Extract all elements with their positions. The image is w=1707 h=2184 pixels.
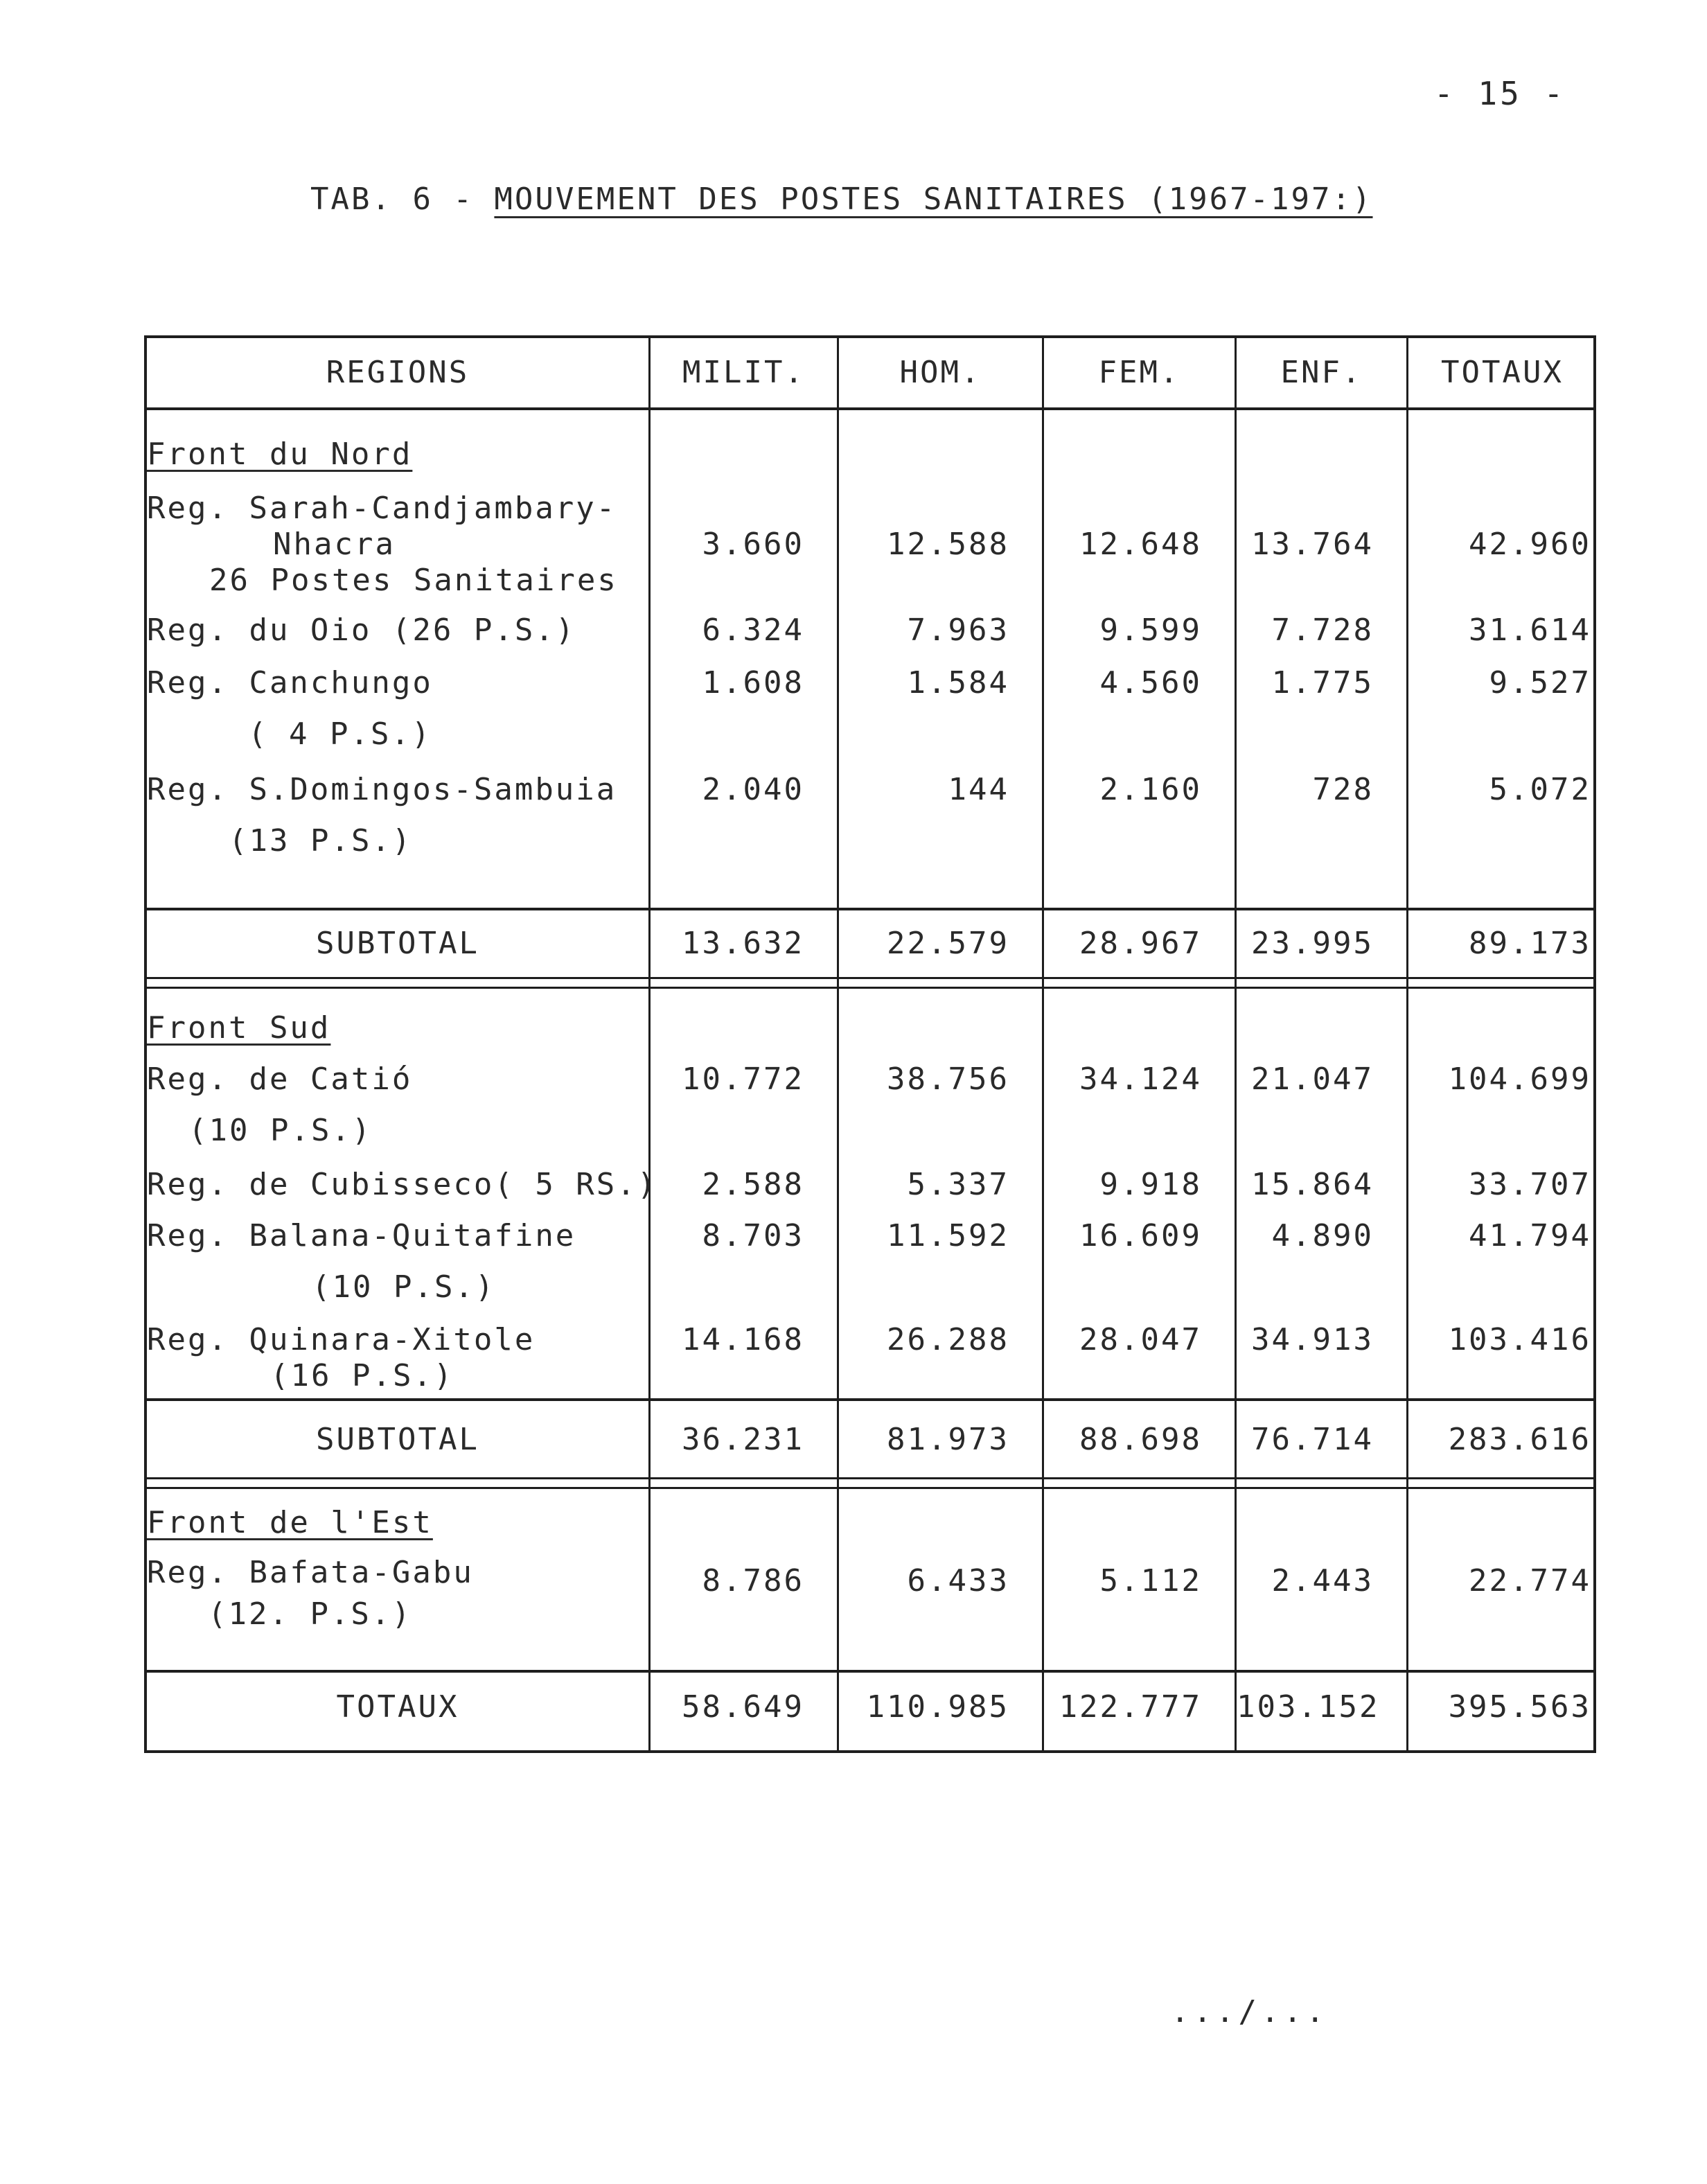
value-cell: 31.614	[1469, 613, 1591, 648]
header-fem: FEM.	[1098, 355, 1180, 390]
value-cell: 9.599	[1099, 613, 1202, 648]
subtotal-cell: 283.616	[1448, 1422, 1591, 1457]
header-hom: HOM.	[899, 355, 982, 390]
totals-cell: 110.985	[866, 1689, 1009, 1725]
value-cell: 728	[1312, 772, 1374, 807]
value-cell: 16.609	[1079, 1218, 1202, 1253]
value-cell: 104.699	[1448, 1062, 1591, 1097]
totals-rule	[147, 1670, 1593, 1673]
value-cell: 13.764	[1251, 527, 1374, 562]
region-label: Reg. du Oio (26 P.S.)	[147, 613, 576, 648]
value-cell: 6.324	[702, 613, 804, 648]
value-cell: 33.707	[1469, 1167, 1591, 1202]
front-name: Front Sud	[147, 1010, 331, 1046]
value-cell: 7.963	[907, 613, 1009, 648]
section-double-rule	[147, 977, 1593, 979]
region-label: Reg. de Cubisseco( 5 RS.)	[147, 1167, 658, 1202]
table-title	[310, 182, 1373, 217]
region-label: ( 4 P.S.)	[248, 716, 432, 752]
continuation-mark: .../...	[1171, 1994, 1329, 2029]
value-cell: 34.913	[1251, 1322, 1374, 1357]
value-cell: 5.072	[1489, 772, 1591, 807]
front-name: Front du Nord	[147, 437, 413, 472]
region-label: Reg. Quinara-Xitole	[147, 1322, 536, 1357]
value-cell: 41.794	[1469, 1218, 1591, 1253]
page-number: - 15 -	[1434, 75, 1566, 112]
subtotal-cell: 13.632	[682, 926, 804, 961]
value-cell: 12.648	[1079, 527, 1202, 562]
header-milit: MILIT.	[682, 355, 805, 390]
value-cell: 10.772	[682, 1062, 804, 1097]
region-label: (12. P.S.)	[208, 1596, 412, 1632]
region-label: Reg. Sarah-Candjambary-	[147, 491, 617, 526]
totals-cell: 395.563	[1448, 1689, 1591, 1725]
value-cell: 14.168	[682, 1322, 804, 1357]
value-cell: 4.560	[1099, 665, 1202, 701]
value-cell: 9.918	[1099, 1167, 1202, 1202]
section-rule	[147, 1398, 1593, 1401]
value-cell: 1.608	[702, 665, 804, 701]
section-double-rule	[147, 1477, 1593, 1479]
totals-cell: 103.152	[1237, 1689, 1380, 1725]
section-double-rule	[147, 987, 1593, 989]
value-cell: 4.890	[1271, 1218, 1374, 1253]
region-label: Reg. Bafata-Gabu	[147, 1555, 474, 1590]
region-label: Reg. S.Domingos-Sambuia	[147, 772, 617, 807]
title-main: MOUVEMENT DES POSTES SANITAIRES (1967-197:)	[494, 182, 1373, 217]
subtotal-cell: 23.995	[1251, 926, 1374, 961]
value-cell: 1.584	[907, 665, 1009, 701]
value-cell: 2.040	[702, 772, 804, 807]
region-label: Reg. de Catió	[147, 1062, 413, 1097]
subtotal-label: SUBTOTAL	[316, 926, 479, 961]
region-label: (13 P.S.)	[229, 823, 413, 858]
region-label: (10 P.S.)	[188, 1113, 373, 1148]
value-cell: 8.786	[702, 1563, 804, 1599]
value-cell: 5.112	[1099, 1563, 1202, 1599]
value-cell: 26.288	[887, 1322, 1009, 1357]
subtotal-cell: 36.231	[682, 1422, 804, 1457]
value-cell: 6.433	[907, 1563, 1009, 1599]
value-cell: 7.728	[1271, 613, 1374, 648]
totals-cell: 122.777	[1059, 1689, 1202, 1725]
value-cell: 15.864	[1251, 1167, 1374, 1202]
region-label: 26 Postes Sanitaires	[209, 563, 618, 598]
value-cell: 1.775	[1271, 665, 1374, 701]
data-table	[144, 335, 1596, 1753]
value-cell: 5.337	[907, 1167, 1009, 1202]
value-cell: 38.756	[887, 1062, 1009, 1097]
subtotal-cell: 28.967	[1079, 926, 1202, 961]
value-cell: 11.592	[887, 1218, 1009, 1253]
value-cell: 2.443	[1271, 1563, 1374, 1599]
region-label: Reg. Balana-Quitafine	[147, 1218, 576, 1253]
region-label: Nhacra	[273, 527, 396, 562]
subtotal-label: SUBTOTAL	[316, 1422, 479, 1457]
value-cell: 34.124	[1079, 1062, 1202, 1097]
subtotal-cell: 88.698	[1079, 1422, 1202, 1457]
region-label: Reg. Canchungo	[147, 665, 433, 701]
subtotal-cell: 22.579	[887, 926, 1009, 961]
section-double-rule	[147, 1487, 1593, 1489]
value-cell: 2.160	[1099, 772, 1202, 807]
front-name: Front de l'Est	[147, 1505, 433, 1540]
value-cell: 22.774	[1469, 1563, 1591, 1599]
section-rule	[147, 908, 1593, 910]
value-cell: 21.047	[1251, 1062, 1374, 1097]
header-totaux: TOTAUX	[1441, 355, 1564, 390]
value-cell: 2.588	[702, 1167, 804, 1202]
region-label: (10 P.S.)	[312, 1269, 496, 1305]
title-prefix: TAB. 6 -	[310, 182, 495, 217]
value-cell: 8.703	[702, 1218, 804, 1253]
header-rule	[147, 407, 1593, 410]
header-regions: REGIONS	[326, 355, 470, 390]
value-cell: 28.047	[1079, 1322, 1202, 1357]
totals-cell: 58.649	[682, 1689, 804, 1725]
region-label: (16 P.S.)	[270, 1358, 454, 1393]
value-cell: 103.416	[1448, 1322, 1591, 1357]
value-cell: 144	[948, 772, 1009, 807]
header-enf: ENF.	[1280, 355, 1363, 390]
value-cell: 12.588	[887, 527, 1009, 562]
subtotal-cell: 89.173	[1469, 926, 1591, 961]
value-cell: 42.960	[1469, 527, 1591, 562]
subtotal-cell: 81.973	[887, 1422, 1009, 1457]
subtotal-cell: 76.714	[1251, 1422, 1374, 1457]
value-cell: 9.527	[1489, 665, 1591, 701]
value-cell: 3.660	[702, 527, 804, 562]
totals-label: TOTAUX	[336, 1689, 459, 1725]
